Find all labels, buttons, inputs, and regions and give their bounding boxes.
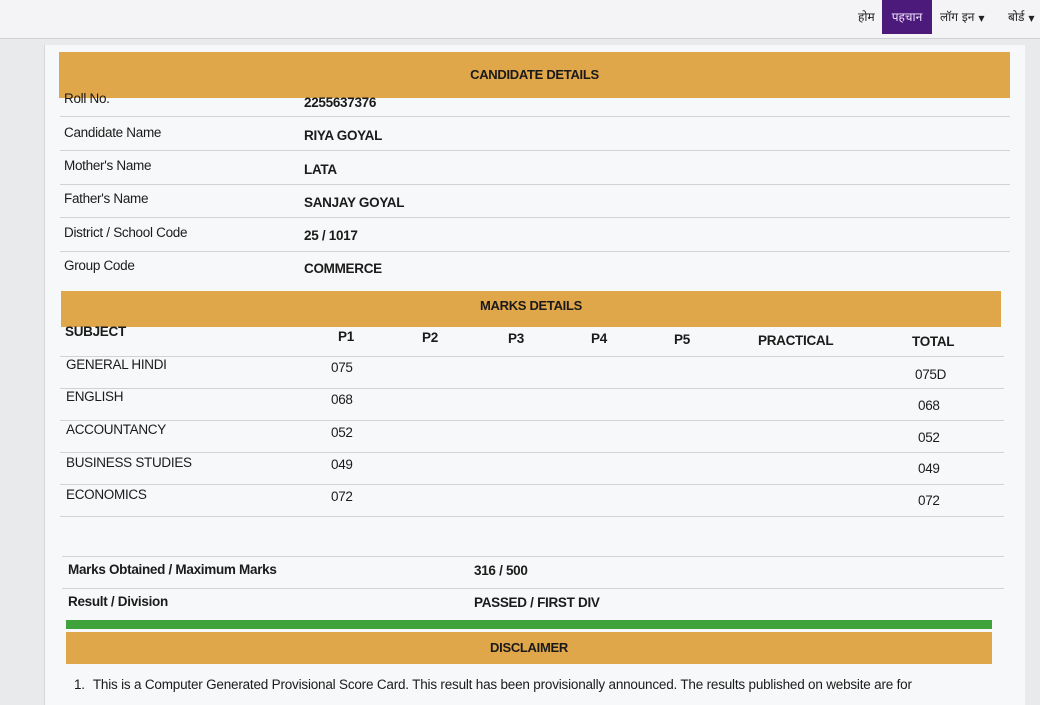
total-mark: 049 bbox=[918, 461, 940, 476]
row-divider bbox=[62, 556, 1004, 557]
col-header-p4: P4 bbox=[591, 331, 607, 346]
row-divider bbox=[60, 251, 1010, 252]
row-divider bbox=[60, 484, 1004, 485]
nav-board-menu[interactable] bbox=[1008, 0, 1035, 34]
nav-board-label: बोर्ड bbox=[1008, 10, 1025, 24]
marks-details-header: MARKS DETAILS bbox=[61, 291, 1001, 327]
col-header-p5: P5 bbox=[674, 332, 690, 347]
row-divider bbox=[60, 452, 1004, 453]
p1-mark: 068 bbox=[331, 392, 353, 407]
nav-login-menu[interactable] bbox=[940, 0, 985, 34]
roll-no-value: 2255637376 bbox=[304, 95, 377, 110]
disclaimer-item bbox=[74, 677, 912, 692]
total-mark: 075D bbox=[915, 367, 947, 382]
p1-mark: 072 bbox=[331, 489, 353, 504]
candidate-details-header: CANDIDATE DETAILS bbox=[59, 52, 1010, 98]
subject-name: ECONOMICS bbox=[66, 487, 147, 502]
subject-name: GENERAL HINDI bbox=[66, 357, 167, 372]
father-name-label: Father's Name bbox=[64, 191, 149, 206]
p1-mark: 049 bbox=[331, 457, 353, 472]
mother-name-value: LATA bbox=[304, 162, 337, 177]
row-divider bbox=[60, 420, 1004, 421]
col-header-total: TOTAL bbox=[912, 334, 955, 349]
group-code-value: COMMERCE bbox=[304, 261, 382, 276]
col-header-p3: P3 bbox=[508, 331, 524, 346]
nav-identity-link[interactable]: पहचान bbox=[882, 0, 932, 34]
marks-obtained-value: 316 / 500 bbox=[474, 563, 528, 578]
row-divider bbox=[60, 217, 1010, 218]
roll-no-label: Roll No. bbox=[64, 91, 110, 106]
nav-login-label: लॉग इन bbox=[940, 10, 975, 24]
col-header-p2: P2 bbox=[422, 330, 438, 345]
disclaimer-item-number: 1. bbox=[74, 677, 85, 692]
top-navigation bbox=[0, 0, 1040, 39]
result-division-label: Result / Division bbox=[68, 594, 168, 609]
result-status-bar bbox=[66, 620, 992, 629]
subject-name: ACCOUNTANCY bbox=[66, 422, 166, 437]
row-divider bbox=[60, 150, 1010, 151]
disclaimer-item-text: This is a Computer Generated Provisional Score Card. This result has been provisionally announced. The results published on website are for bbox=[92, 677, 912, 692]
col-header-subject: SUBJECT bbox=[65, 324, 126, 339]
col-header-practical: PRACTICAL bbox=[758, 333, 834, 348]
subject-name: ENGLISH bbox=[66, 389, 124, 404]
subject-name: BUSINESS STUDIES bbox=[66, 455, 192, 470]
row-divider bbox=[60, 184, 1010, 185]
father-name-value: SANJAY GOYAL bbox=[304, 195, 405, 210]
caret-down-icon: ▼ bbox=[978, 14, 985, 23]
row-divider bbox=[60, 388, 1004, 389]
row-divider bbox=[60, 356, 1004, 357]
col-header-p1: P1 bbox=[338, 329, 354, 344]
total-mark: 052 bbox=[918, 430, 940, 445]
group-code-label: Group Code bbox=[64, 258, 135, 273]
district-school-code-value: 25 / 1017 bbox=[304, 228, 358, 243]
p1-mark: 052 bbox=[331, 425, 353, 440]
p1-mark: 075 bbox=[331, 360, 353, 375]
mother-name-label: Mother's Name bbox=[64, 158, 152, 173]
district-school-code-label: District / School Code bbox=[64, 225, 188, 240]
nav-home-link[interactable]: होम bbox=[858, 10, 875, 24]
result-division-value: PASSED / FIRST DIV bbox=[474, 595, 600, 610]
disclaimer-header: DISCLAIMER bbox=[66, 632, 992, 664]
row-divider bbox=[60, 516, 1004, 517]
candidate-name-value: RIYA GOYAL bbox=[304, 128, 383, 143]
row-divider bbox=[62, 588, 1004, 589]
candidate-name-label: Candidate Name bbox=[64, 125, 162, 140]
total-mark: 072 bbox=[918, 493, 940, 508]
caret-down-icon: ▼ bbox=[1028, 14, 1035, 23]
row-divider bbox=[60, 116, 1010, 117]
total-mark: 068 bbox=[918, 398, 940, 413]
marks-obtained-label: Marks Obtained / Maximum Marks bbox=[68, 562, 277, 577]
